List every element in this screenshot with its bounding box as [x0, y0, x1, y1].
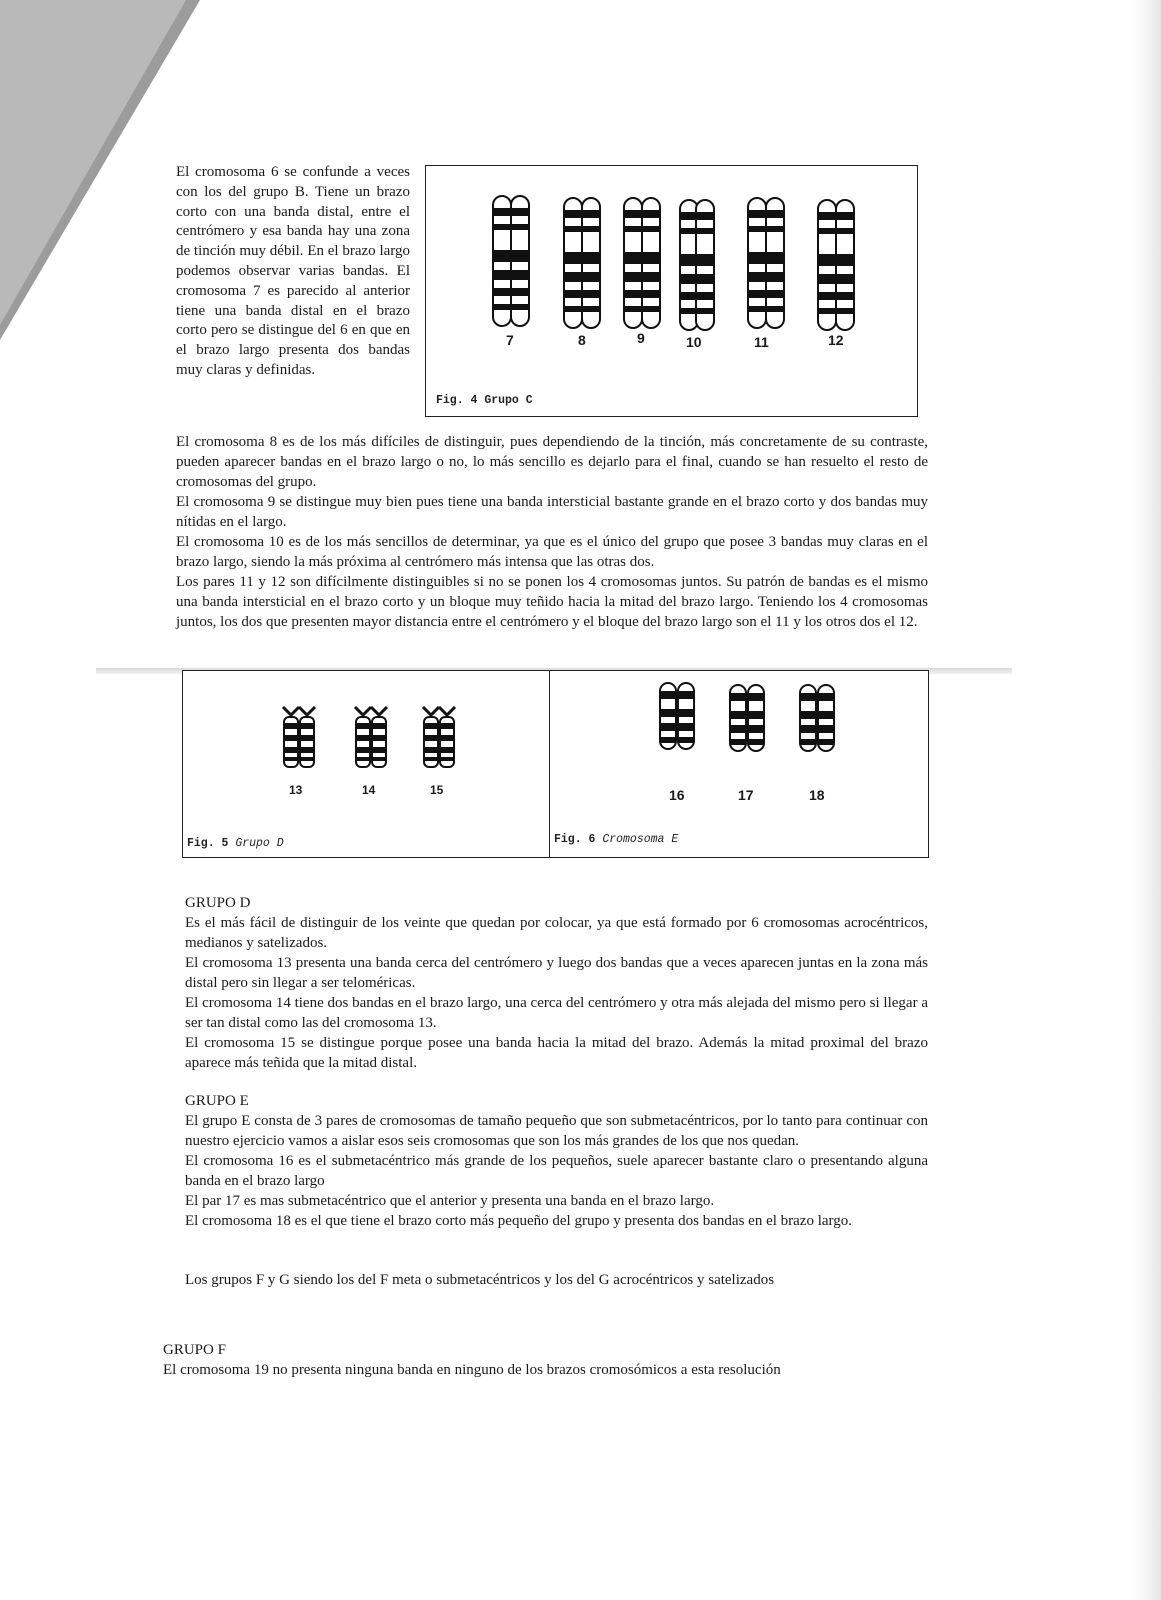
fig4-caption-number: Fig. 4 — [436, 394, 478, 407]
groups-f-g-summary: Los grupos F y G siendo los del F meta o submetacéntricos y los del G acrocéntricos y satelizados — [185, 1272, 775, 1288]
page-edge — [1133, 0, 1161, 1600]
chromosome-pair-8 — [564, 198, 600, 328]
paragraph-e16: El cromosoma 16 es el submetacéntrico más grande de los pequeños, suele aparecer bastante claro o presentando alguna banda en el brazo largo — [185, 1153, 928, 1189]
fig6-caption-text: Cromosoma E — [602, 833, 679, 846]
fig4-caption-text: Grupo C — [484, 394, 533, 407]
paragraph-c11-12: Los pares 11 y 12 son difícilmente distinguibles si no se ponen los 4 cromosomas juntos. Su patrón de bandas es el mismo una banda intersticial en el brazo corto y un bloque muy teñido hacia la mitad del brazo largo. Teniendo los 4 cromosomas juntos, los dos que presenten mayor distancia entre el centrómero y el bloque del brazo largo son el 11 y los otros dos el 12. — [176, 574, 928, 630]
paragraph-e18: El cromosoma 18 es el que tiene el brazo corto más pequeño del grupo y presenta dos bandas en el brazo largo. — [185, 1213, 853, 1229]
chromosome-pair-16 — [660, 683, 694, 749]
fig4-label-12: 12 — [828, 332, 844, 348]
paragraph-f19: El cromosoma 19 no presenta ninguna banda en ninguno de los brazos cromosómicos a esta resolución — [163, 1362, 781, 1378]
group-e-heading: GRUPO E — [185, 1093, 249, 1109]
paragraph-c10: El cromosoma 10 es de los más sencillos de determinar, ya que es el único del grupo que posee 3 bandas muy claras en el brazo largo, siendo la más próxima al centrómero más intensa que las otras dos. — [176, 534, 928, 570]
chromosome-pair-13 — [283, 707, 315, 767]
fig4-caption — [436, 394, 533, 407]
chromosome-pair-12 — [818, 200, 854, 330]
paragraph-e17: El par 17 es mas submetacéntrico que el anterior y presenta una banda en el brazo largo. — [185, 1193, 715, 1209]
figure-6-cromosoma-e — [549, 670, 929, 858]
fig5-label-15: 15 — [430, 783, 444, 797]
paragraph-c8: El cromosoma 8 es de los más difíciles de distinguir, pues dependiendo de la tinción, más concretamente de su contraste, pueden aparecer bandas en el brazo largo o no, lo más sencillo es dejarlo para el final, cuando se han resuelto el resto de cromosomas del grupo. — [176, 434, 928, 490]
fig6-label-17: 17 — [738, 787, 754, 803]
paragraph-d15: El cromosoma 15 se distingue porque posee una banda hacia la mitad del brazo. Además la mitad proximal del brazo aparece más teñida que la mitad distal. — [185, 1035, 928, 1071]
paragraph-c9: El cromosoma 9 se distingue muy bien pues tiene una banda intersticial bastante grande en el brazo corto y dos bandas muy nítidas en el largo. — [176, 494, 928, 530]
group-d-intro: Es el más fácil de distinguir de los veinte que quedan por colocar, ya que está formado por 6 cromosomas acrocéntricos, medianos y satelizados. — [185, 915, 928, 951]
chromosome-pair-7 — [493, 196, 529, 326]
chromosome-pair-17 — [730, 685, 764, 751]
figure-6-chromosomes — [550, 671, 928, 857]
figure-4-chromosomes — [426, 166, 917, 416]
fig4-label-7: 7 — [506, 332, 514, 348]
chromosome-pair-11 — [748, 198, 784, 328]
paragraph-d13: El cromosoma 13 presenta una banda cerca del centrómero y luego dos bandas que a veces aparecen juntas en la zona más distal pero sin llegar a ser teloméricas. — [185, 955, 928, 991]
fig6-label-16: 16 — [669, 787, 685, 803]
group-c-text — [176, 432, 928, 632]
page-fold — [0, 0, 186, 325]
fig6-caption-number: Fig. 6 — [554, 833, 596, 846]
chromosome-pair-18 — [800, 685, 834, 751]
group-f-section — [163, 1340, 928, 1380]
fig5-caption — [187, 837, 284, 850]
figure-5-grupo-d — [182, 670, 551, 858]
chromosome-pair-14 — [355, 707, 387, 767]
chromosome-pair-15 — [423, 707, 455, 767]
figure-5-chromosomes — [183, 671, 550, 857]
group-d-section — [185, 893, 928, 1073]
fig4-label-11: 11 — [754, 334, 769, 350]
fig4-label-9: 9 — [637, 330, 645, 346]
figure-4-grupo-c — [425, 165, 918, 417]
fig4-label-10: 10 — [686, 334, 702, 350]
chromosome-pair-9 — [624, 198, 660, 328]
fig6-label-18: 18 — [809, 787, 825, 803]
fig6-caption — [554, 833, 678, 846]
fig5-label-14: 14 — [362, 783, 376, 797]
chromosome-pair-10 — [680, 200, 714, 330]
paragraph-d14: El cromosoma 14 tiene dos bandas en el brazo largo, una cerca del centrómero y otra más alejada del mismo pero si llegar a ser tan distal como las del cromosoma 13. — [185, 995, 928, 1031]
group-f-heading: GRUPO F — [163, 1342, 226, 1358]
group-e-intro: El grupo E consta de 3 pares de cromosomas de tamaño pequeño que son submetacéntricos, por lo tanto para continuar con nuestro ejercicio vamos a aislar esos seis cromosomas que son los más grandes de los que nos quedan. — [185, 1113, 928, 1149]
fig5-caption-number: Fig. 5 — [187, 837, 229, 850]
intro-paragraph: El cromosoma 6 se confunde a veces con los del grupo B. Tiene un brazo corto con una banda distal, entre el centrómero y esa banda hay una zona de tinción muy débil. En el brazo largo podemos observar varias bandas. El cromosoma 7 es parecido al anterior tiene una banda distal en el brazo corto pero se distingue del 6 en que en el brazo largo presenta dos bandas muy claras y definidas. — [176, 164, 410, 378]
group-e-section — [185, 1091, 928, 1231]
group-d-heading: GRUPO D — [185, 895, 251, 911]
fig4-label-8: 8 — [578, 332, 586, 348]
fig5-caption-text: Grupo D — [235, 837, 284, 850]
fig5-label-13: 13 — [289, 783, 303, 797]
